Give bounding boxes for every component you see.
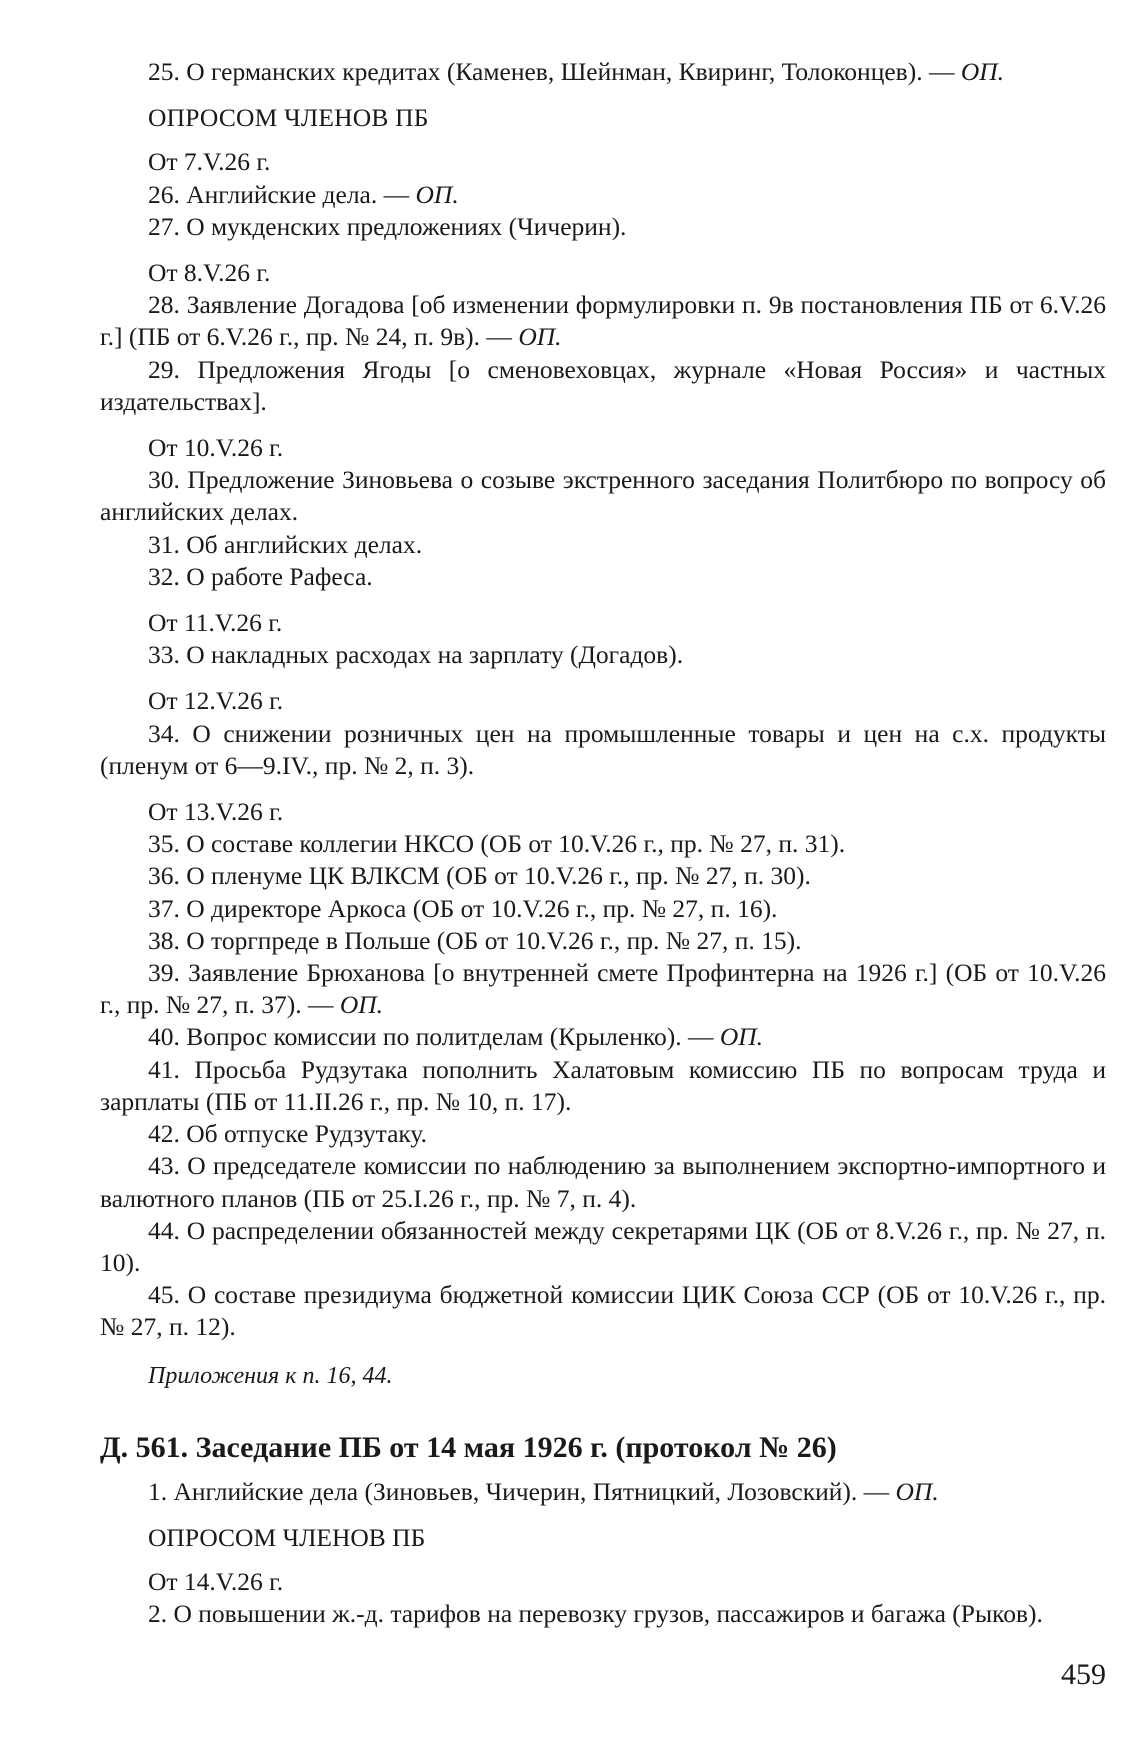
section-heading: ОПРОСОМ ЧЛЕНОВ ПБ	[148, 103, 429, 133]
item-41: 41. Просьба Рудзутака пополнить Халатовым комиссию ПБ по вопросам труда и зарплаты (ПБ от 11.II.26 г., пр. № 10, п. 17).	[100, 1054, 1106, 1116]
item-28: 28. Заявление Догадова [об изменении формулировки п. 9в постановления ПБ от 6.V.26 г.] (ПБ от 6.V.26 г., пр. № 24, п. 9в). — ОП.	[100, 290, 1106, 352]
doc-item-2: 2. О повышении ж.-д. тарифов на перевозку грузов, пассажиров и багажа (Рыков).	[148, 1599, 1043, 1629]
date-heading: От 11.V.26 г.	[148, 608, 283, 638]
item-40: 40. Вопрос комиссии по политделам (Крыленко). — ОП.	[148, 1022, 764, 1052]
date-heading: От 12.V.26 г.	[148, 686, 284, 716]
item-38: 38. О торгпреде в Польше (ОБ от 10.V.26 г., пр. № 27, п. 15).	[148, 925, 802, 955]
date-heading: От 8.V.26 г.	[148, 258, 271, 288]
page-number: 459	[1061, 1658, 1106, 1691]
item-42: 42. Об отпуске Рудзутаку.	[148, 1119, 428, 1149]
appendix-note: Приложения к п. 16, 44.	[148, 1362, 393, 1389]
date-heading: От 14.V.26 г.	[148, 1567, 284, 1597]
item-43: 43. О председателе комиссии по наблюдению за выполнением экспортно-импортного и валютного планов (ПБ от 25.I.26 г., пр. № 7, п. 4).	[100, 1151, 1106, 1213]
item-36: 36. О пленуме ЦК ВЛКСМ (ОБ от 10.V.26 г., пр. № 27, п. 30).	[148, 861, 811, 891]
date-heading: От 7.V.26 г.	[148, 147, 271, 177]
item-25: 25. О германских кредитах (Каменев, Шейнман, Квиринг, Толоконцев). — ОП.	[148, 57, 1005, 86]
item-30: 30. Предложение Зиновьева о созыве экстренного заседания Политбюро по вопросу об английских делах.	[100, 465, 1106, 527]
section-heading: ОПРОСОМ ЧЛЕНОВ ПБ	[148, 1522, 426, 1552]
doc-item-1: 1. Английские дела (Зиновьев, Чичерин, Пятницкий, Лозовский). — ОП.	[148, 1476, 939, 1506]
item-33: 33. О накладных расходах на зарплату (Догадов).	[148, 640, 684, 670]
date-heading: От 10.V.26 г.	[148, 433, 284, 463]
item-37: 37. О директоре Аркоса (ОБ от 10.V.26 г., пр. № 27, п. 16).	[148, 893, 778, 923]
item-39: 39. Заявление Брюханова [о внутренней смете Профинтерна на 1926 г.] (ОБ от 10.V.26 г., пр. № 27, п. 37). — ОП.	[100, 958, 1106, 1020]
item-35: 35. О составе коллегии НКСО (ОБ от 10.V.26 г., пр. № 27, п. 31).	[148, 829, 846, 859]
document-page	[100, 56, 1106, 1631]
item-44: 44. О распределении обязанностей между секретарями ЦК (ОБ от 8.V.26 г., пр. № 27, п. 10).	[100, 1215, 1106, 1277]
item-26: 26. Английские дела. — ОП.	[148, 179, 459, 209]
item-27: 27. О мукденских предложениях (Чичерин).	[148, 211, 627, 241]
item-34: 34. О снижении розничных цен на промышленные товары и цен на с.х. продукты (пленум от 6—9.IV., пр. № 2, п. 3).	[100, 718, 1106, 780]
date-heading: От 13.V.26 г.	[148, 797, 284, 827]
item-29: 29. Предложения Ягоды [о сменовеховцах, журнале «Новая Россия» и частных издательствах].	[100, 354, 1106, 416]
item-32: 32. О работе Рафеса.	[148, 561, 373, 591]
document-title: Д. 561. Заседание ПБ от 14 мая 1926 г. (протокол № 26)	[100, 1430, 837, 1464]
item-45: 45. О составе президиума бюджетной комиссии ЦИК Союза ССР (ОБ от 10.V.26 г., пр. № 27, п. 12).	[100, 1280, 1106, 1342]
item-31: 31. Об английских делах.	[148, 529, 423, 559]
